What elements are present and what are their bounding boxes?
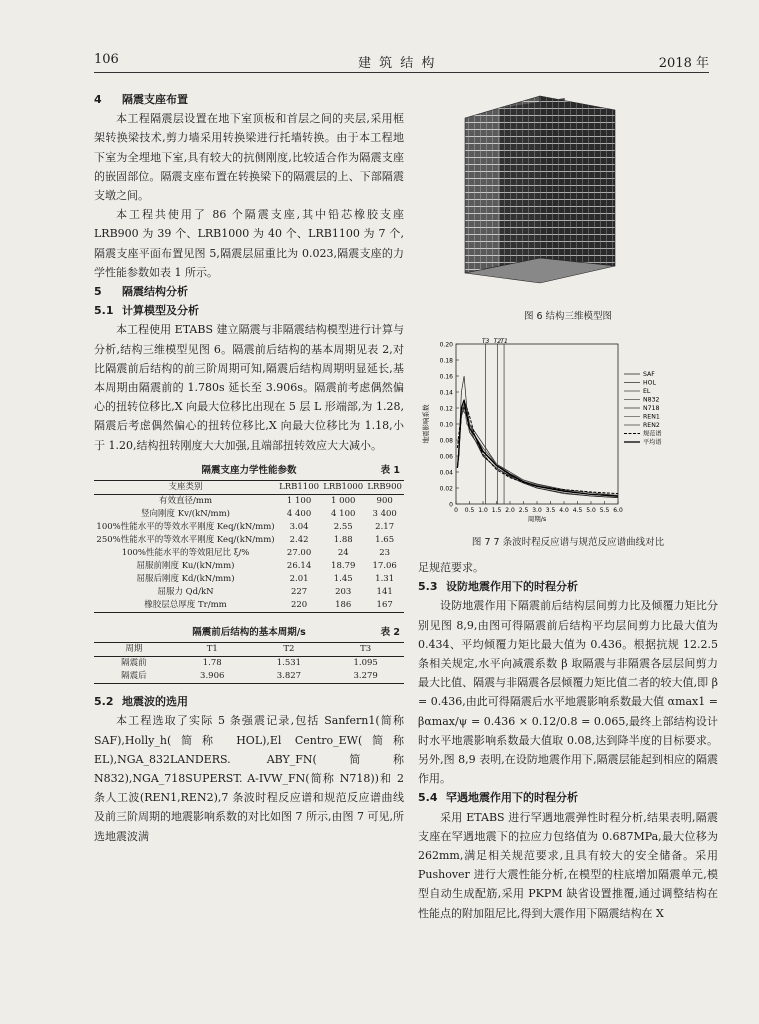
row-label: 竖向刚度 Kv/(kN/mm) xyxy=(141,509,230,520)
table-cell: 2.42 xyxy=(289,535,309,546)
figure-6-caption: 图 6 结构三维模型图 xyxy=(523,311,613,322)
table-cell: 141 xyxy=(376,587,393,598)
table2-header-cell: T2 xyxy=(283,644,295,655)
x-tick-label: 0.5 xyxy=(464,507,475,514)
structure-3d-model-illustration xyxy=(445,88,635,288)
table-cell: 1.31 xyxy=(375,574,395,585)
legend-label: 规范谱 xyxy=(643,430,662,438)
x-tick-label: 4.0 xyxy=(559,507,569,514)
table-row xyxy=(94,534,404,547)
row-label: 屈服前刚度 Ku/(kN/mm) xyxy=(136,561,235,572)
table-row xyxy=(94,508,404,521)
legend-label: N832 xyxy=(643,396,660,404)
table-row xyxy=(94,560,404,573)
legend-label: REN2 xyxy=(643,422,660,429)
table-cell: 1 000 xyxy=(331,496,356,507)
y-tick-label: 0.06 xyxy=(439,453,453,461)
section-5-heading: 5 隔震结构分析 xyxy=(94,285,188,299)
series-line xyxy=(457,376,618,496)
table-cell: 3.279 xyxy=(353,671,378,682)
y-axis-label: 地震影响系数 xyxy=(422,404,430,444)
y-tick-label: 0 xyxy=(449,501,453,509)
x-tick-label: 5.5 xyxy=(599,507,610,514)
table2-header-cell: 周期 xyxy=(125,644,143,655)
chart-series xyxy=(457,376,618,498)
left-column xyxy=(94,90,404,846)
table-2 xyxy=(94,642,404,684)
section-4-paragraph-2: 本工程共使用了 86 个隔震支座,其中铅芯橡胶支座 LRB900 为 39 个、LRB1000 为 40 个、LRB1100 为 7 个,隔震支座平面布置见图 5,隔震层屈重比为 0.023,隔震支座的力学性能参数如表 1 所示。 xyxy=(94,208,404,279)
table-row xyxy=(94,670,404,684)
legend-label: N718 xyxy=(643,405,660,412)
x-axis-label: 周期/s xyxy=(527,515,547,523)
x-tick-label: 2.5 xyxy=(518,507,529,514)
x-tick-label: 2.0 xyxy=(505,507,515,514)
continued-text: 足规范要求。 xyxy=(418,561,484,574)
y-tick-label: 0.04 xyxy=(439,469,453,477)
legend-label: REN1 xyxy=(643,413,660,421)
section-5-1-heading: 5.1 计算模型及分析 xyxy=(94,304,199,318)
table-cell: 1.65 xyxy=(375,535,395,546)
table-cell: 1.88 xyxy=(333,535,353,546)
table-cell: 23 xyxy=(379,548,391,559)
x-tick-label: 4.5 xyxy=(572,507,583,514)
row-label: 隔震后 xyxy=(121,671,147,682)
header-rule xyxy=(94,72,709,73)
plot-frame xyxy=(456,344,618,504)
y-tick-label: 0.08 xyxy=(439,437,453,445)
table-cell: 227 xyxy=(290,587,308,598)
table2-header-cell: T3 xyxy=(360,644,372,655)
table-row xyxy=(94,521,404,534)
table1-header-cell: LRB900 xyxy=(367,482,402,493)
period-marker-label: T3 xyxy=(481,338,490,345)
table-cell: 2.01 xyxy=(289,574,309,585)
table-cell: 1.45 xyxy=(333,574,353,585)
journal-title: 建 筑 结 构 xyxy=(358,56,437,71)
table-cell: 17.06 xyxy=(372,561,397,572)
table-1-title: 隔震支座力学性能参数 表 1 xyxy=(201,464,400,476)
table-row xyxy=(94,657,404,671)
table-cell: 18.79 xyxy=(331,561,356,572)
table-cell: 203 xyxy=(335,587,352,598)
table-row xyxy=(94,547,404,560)
y-tick-label: 0.16 xyxy=(439,373,453,381)
table-row xyxy=(94,586,404,599)
table-cell: 27.00 xyxy=(286,548,312,559)
table1-header-cell: LRB1100 xyxy=(279,482,320,493)
response-spectrum-chart xyxy=(418,336,718,526)
right-column-text xyxy=(418,558,718,923)
section-5-1-paragraph: 本工程使用 ETABS 建立隔震与非隔震结构模型进行计算与分析,结构三维模型见图 6。隔震前后结构的基本周期见表 2,对比隔震前后结构的前三阶周期可知,隔震后结构周期明显延长,基本周期由隔震前的 1.780s 延长至 3.906s。隔震前考虑偶然偏心的扭转位移比,X 向最大位移比出现在 5 层 L 形端部,为 1.28,隔震后考虑偶然偏心的扭转位移比,X 向最大位移比为 1.18,小于 1.20,结构扭转刚度大大加强,且端部扭转效应大大减小。 xyxy=(94,323,404,452)
x-tick-label: 3.5 xyxy=(545,507,556,514)
y-tick-label: 0.10 xyxy=(439,421,453,429)
row-label: 屈服力 Qd/kN xyxy=(157,587,214,598)
x-tick-label: 3.0 xyxy=(532,507,542,514)
x-tick-label: 5.0 xyxy=(586,507,596,514)
table-row xyxy=(94,599,404,613)
section-4-paragraph-1: 本工程隔震层设置在地下室顶板和首层之间的夹层,采用框架转换梁技术,剪力墙采用转换梁进行托墙转换。由于本工程地下室为全埋地下室,具有较大的抗侧刚度,比较适合作为隔震支座的嵌固部位。隔震支座布置在转换梁下的隔震层的上、下部隔震支墩之间。 xyxy=(94,112,404,203)
x-tick-label: 6.0 xyxy=(613,507,623,514)
table-cell: 3.827 xyxy=(276,671,302,682)
table-cell: 1.531 xyxy=(276,658,302,669)
figure-7 xyxy=(418,336,718,526)
legend-label: EL xyxy=(643,388,651,395)
table-cell: 3.906 xyxy=(200,671,225,682)
table-row xyxy=(94,495,404,509)
section-4-heading: 4 隔震支座布置 xyxy=(94,93,188,106)
table-cell: 1 100 xyxy=(286,496,312,507)
table-cell: 1.78 xyxy=(202,658,222,669)
row-label: 有效直径/mm xyxy=(159,496,212,507)
legend-label: SAF xyxy=(643,371,655,378)
table-cell: 4 100 xyxy=(331,509,356,520)
table-1 xyxy=(94,480,404,613)
series-line xyxy=(457,400,618,496)
table-cell: 167 xyxy=(376,600,393,611)
x-tick-label: 1.5 xyxy=(491,507,502,514)
row-label: 100%性能水平的等效水平刚度 Keq/(kN/mm) xyxy=(96,522,275,533)
table-cell: 2.55 xyxy=(333,522,353,533)
page-number: 106 xyxy=(94,52,119,67)
row-label: 橡胶层总厚度 Tr/mm xyxy=(144,600,227,611)
table-cell: 1.095 xyxy=(353,658,378,669)
section-5-4-paragraph: 采用 ETABS 进行罕遇地震弹性时程分析,结果表明,隔震支座在罕遇地震下的拉应力包络值为 0.687MPa,最大位移为 262mm,满足相关规范要求,且具有较大的安全储备。采用 Pushover 进行大震性能分析,在模型的柱底增加隔震单元,模型自动生成配筋,采用 PKPM 缺省设置推覆,通过调整结构在性能点的附加阻尼比,得到大震作用下隔震结构在 X xyxy=(418,810,718,920)
table-cell: 24 xyxy=(337,548,349,559)
period-marker-label: T1 xyxy=(500,338,508,345)
table-row xyxy=(94,573,404,586)
chart-legend xyxy=(624,371,662,446)
table-cell: 3.04 xyxy=(289,522,309,533)
y-tick-label: 0.18 xyxy=(439,357,453,365)
section-5-4-heading: 5.4 罕遇地震作用下的时程分析 xyxy=(418,791,578,805)
table-cell: 26.14 xyxy=(286,561,312,572)
row-label: 屈服后刚度 Kd/(kN/mm) xyxy=(136,574,235,585)
table-cell: 4 400 xyxy=(286,509,312,520)
x-tick-label: 1.0 xyxy=(478,507,488,514)
x-tick-label: 0 xyxy=(454,507,458,514)
year: 2018 年 xyxy=(658,56,709,71)
chart-axes xyxy=(421,338,623,523)
table-cell: 3 400 xyxy=(372,509,397,520)
y-tick-label: 0.12 xyxy=(439,405,453,413)
y-tick-label: 0.02 xyxy=(439,485,453,493)
figure-7-caption: 图 7 7 条波时程反应谱与规范反应谱曲线对比 xyxy=(471,537,665,548)
table-2-title: 隔震前后结构的基本周期/s 表 2 xyxy=(192,627,400,639)
table-cell: 2.17 xyxy=(375,522,395,533)
table-cell: 186 xyxy=(335,600,352,611)
period-marker-label: T2 xyxy=(493,338,502,345)
figure-6 xyxy=(445,88,635,288)
legend-label: 平均谱 xyxy=(643,439,662,446)
section-5-3-heading: 5.3 设防地震作用下的时程分析 xyxy=(418,580,578,594)
table-cell: 220 xyxy=(290,600,308,611)
table2-header-cell: T1 xyxy=(206,644,218,655)
y-tick-label: 0.20 xyxy=(439,341,453,349)
row-label: 100%性能水平的等效阻尼比 ξ/% xyxy=(121,548,250,559)
legend-label: HOL xyxy=(643,379,656,387)
y-tick-label: 0.14 xyxy=(439,389,453,397)
section-5-2-heading: 5.2 地震波的选用 xyxy=(94,695,188,709)
section-5-3-paragraph: 设防地震作用下隔震前后结构层间剪力比及倾覆力矩比分别见图 8,9,由图可得隔震前后结构平均层间剪力比最大值为 0.434、平均倾覆力矩比最大值为 0.436。根据抗规 12.2.5 条相关规定,水平向减震系数 β 取隔震与非隔震各层层间剪力最大比值、隔震与非隔震各层倾覆力矩比值二者的较大值,即 β = 0.436,由此可得隔震后水平地震影响系数最大值 αmax1 = βαmax/ψ = 0.436 × 0.12/0.8 = 0.065,最终上部结构设计时水平地震影响系数最大值取 0.08,达到降半度的目标要求。另外,图 8,9 表明,在设防地震作用下,隔震层能起到相应的隔震作用。 xyxy=(418,599,718,786)
table1-header-cell: LRB1000 xyxy=(323,482,364,493)
table1-header-cell: 支座类别 xyxy=(168,482,203,493)
section-5-2-paragraph: 本工程选取了实际 5 条强震记录,包括 Sanfern1(简称 SAF),Holly_h(简称 HOL),El Centro_EW(简称 EL),NGA_832LANDERS. ABY_FN(简称 N832),NGA_718SUPERST. A-IVW_FN(简称 N718))和 2 条人工波(REN1,REN2),7 条波时程反应谱和规范反应谱曲线及前三阶周期的地震影响系数的对比如图 7 所示,由图 7 可见,所选地震波满 xyxy=(94,714,404,843)
row-label: 隔震前 xyxy=(121,658,147,669)
row-label: 250%性能水平的等效水平刚度 Keq/(kN/mm) xyxy=(96,535,275,546)
table-cell: 900 xyxy=(376,496,393,507)
series-line xyxy=(457,408,618,494)
